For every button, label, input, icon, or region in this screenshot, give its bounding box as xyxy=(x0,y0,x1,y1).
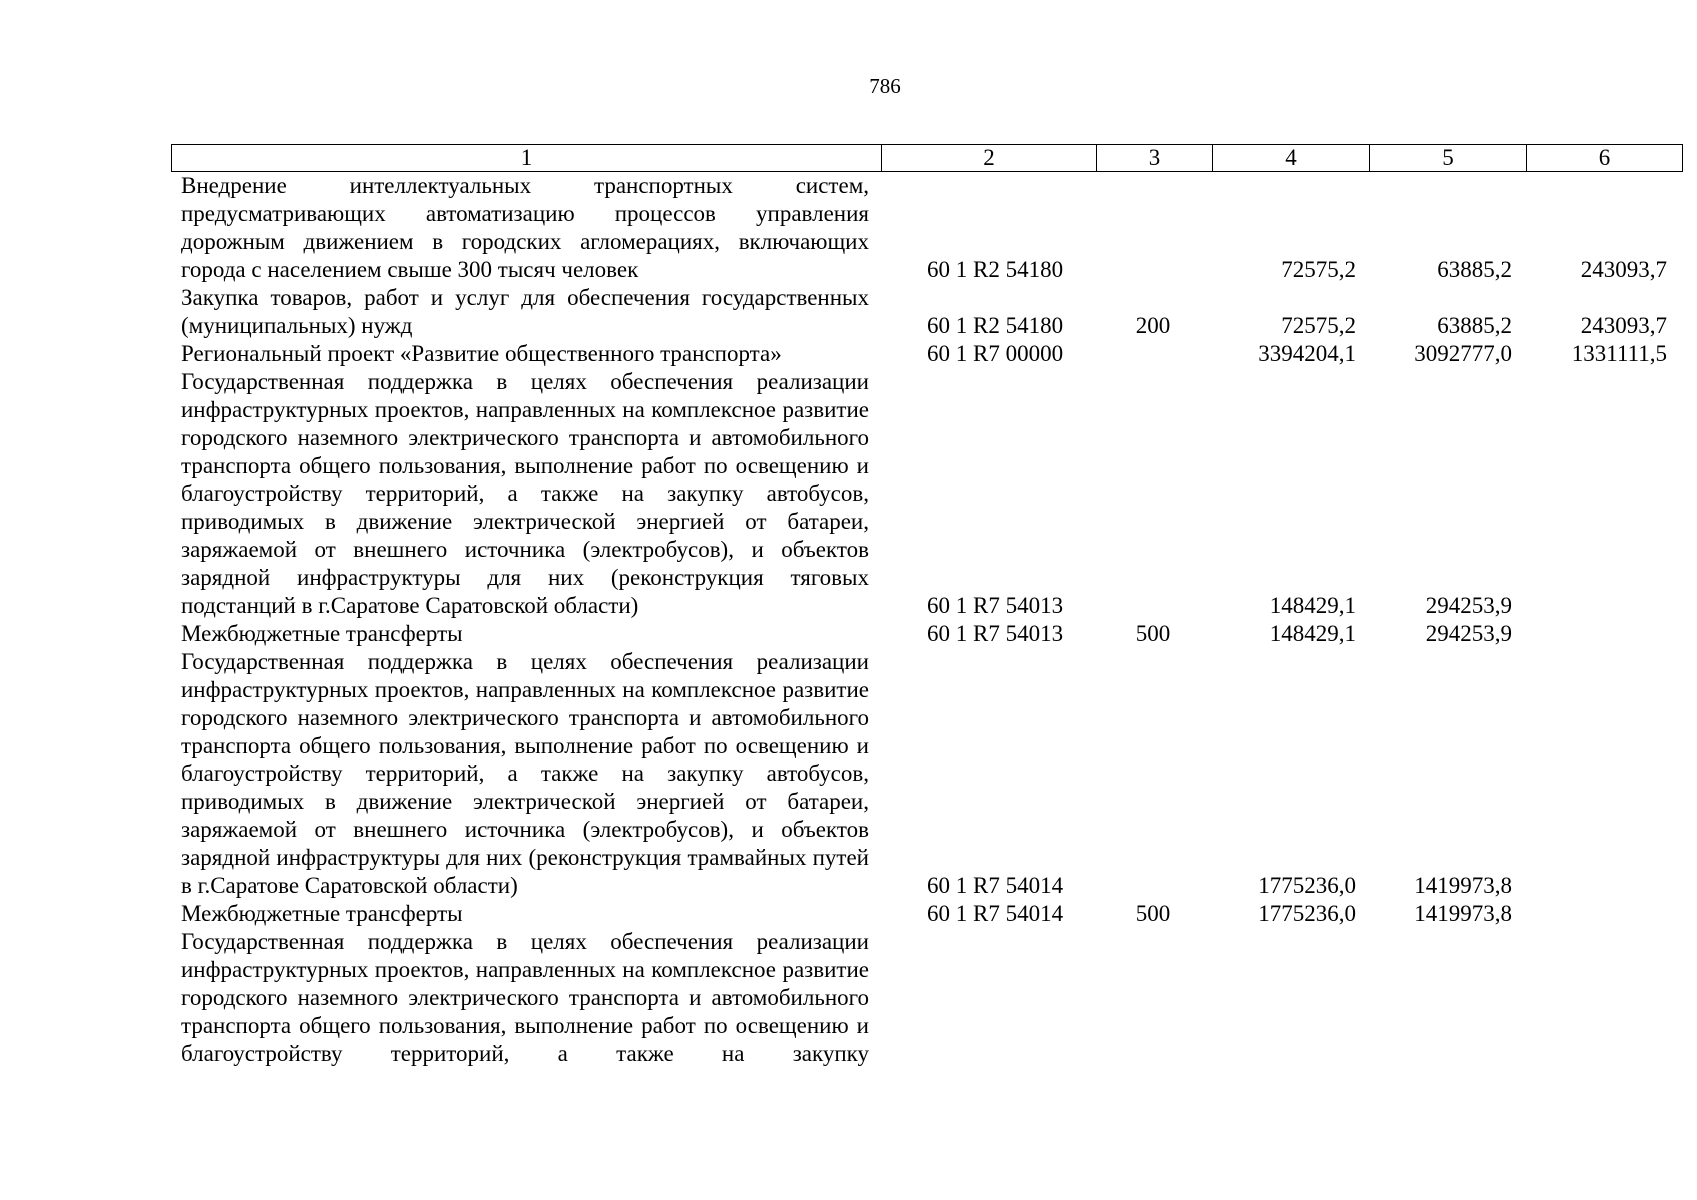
row-value-4: 1775236,0 xyxy=(1258,901,1356,926)
row-name: Региональный проект «Развитие общественного транспорта» xyxy=(181,341,782,366)
row-name: Закупка товаров, работ и услуг для обеспечения государственных (муниципальных) нужд xyxy=(181,285,869,338)
table-row xyxy=(171,620,1675,648)
row-name: Межбюджетные трансферты xyxy=(181,621,463,646)
table-row xyxy=(171,284,1675,340)
table-header xyxy=(171,144,1683,172)
table-row xyxy=(171,172,1675,284)
row-name: Государственная поддержка в целях обеспечения реализации инфраструктурных проектов, направленных на комплексное развитие городского наземного электрического транспорта и автомобильного транспорта общего пользования, выполнение работ по освещению и благоустройству территорий, а также на закупку xyxy=(181,929,869,1066)
table-row xyxy=(171,368,1675,620)
row-value-5: 3092777,0 xyxy=(1414,341,1512,366)
row-code: 60 1 R2 54180 xyxy=(927,313,1064,338)
row-value-6: 243093,7 xyxy=(1580,313,1667,338)
table-body xyxy=(171,172,1675,1068)
row-value-5: 1419973,8 xyxy=(1414,901,1512,926)
row-value-4: 72575,2 xyxy=(1281,313,1356,338)
row-code: 60 1 R7 00000 xyxy=(927,341,1064,366)
row-value-5: 63885,2 xyxy=(1437,257,1512,282)
row-value-4: 72575,2 xyxy=(1281,257,1356,282)
row-value-5: 294253,9 xyxy=(1425,593,1512,618)
row-code: 60 1 R7 54013 xyxy=(927,593,1064,618)
row-type: 500 xyxy=(1135,901,1171,926)
column-header-3: 3 xyxy=(1097,145,1213,172)
row-name: Межбюджетные трансферты xyxy=(181,901,463,926)
row-name: Государственная поддержка в целях обеспечения реализации инфраструктурных проектов, направленных на комплексное развитие городского наземного электрического транспорта и автомобильного транспорта общего пользования, выполнение работ по освещению и благоустройству территорий, а также на закупку автобусов, приводимых в движение электрической энергией от батареи, заряжаемой от внешнего источника (электробусов), и объектов зарядной инфраструктуры для них (реконструкция трамвайных путей в г.Саратове Саратовской области) xyxy=(181,649,869,898)
row-code: 60 1 R2 54180 xyxy=(927,257,1064,282)
row-value-5: 1419973,8 xyxy=(1414,873,1512,898)
column-header-5: 5 xyxy=(1370,145,1527,172)
row-type: 500 xyxy=(1135,621,1171,646)
table-row xyxy=(171,340,1675,368)
row-name: Внедрение интеллектуальных транспортных систем, предусматривающих автоматизацию процессов управления дорожным движением в городских агломерациях, включающих города с населением свыше 300 тысяч человек xyxy=(181,173,869,282)
column-header-1: 1 xyxy=(172,145,882,172)
table-row xyxy=(171,900,1675,928)
page-number: 786 xyxy=(869,74,901,98)
row-value-4: 1775236,0 xyxy=(1258,873,1356,898)
column-header-6: 6 xyxy=(1527,145,1683,172)
row-value-5: 294253,9 xyxy=(1425,621,1512,646)
row-value-6: 243093,7 xyxy=(1580,257,1667,282)
row-type: 200 xyxy=(1135,313,1171,338)
row-value-4: 3394204,1 xyxy=(1258,341,1356,366)
table-row xyxy=(171,928,1675,1068)
row-value-4: 148429,1 xyxy=(1269,593,1356,618)
row-value-5: 63885,2 xyxy=(1437,313,1512,338)
table-row xyxy=(171,648,1675,900)
column-header-2: 2 xyxy=(882,145,1097,172)
row-value-6: 1331111,5 xyxy=(1571,341,1667,366)
row-code: 60 1 R7 54014 xyxy=(927,901,1064,926)
row-value-4: 148429,1 xyxy=(1269,621,1356,646)
row-name: Государственная поддержка в целях обеспечения реализации инфраструктурных проектов, направленных на комплексное развитие городского наземного электрического транспорта и автомобильного транспорта общего пользования, выполнение работ по освещению и благоустройству территорий, а также на закупку автобусов, приводимых в движение электрической энергией от батареи, заряжаемой от внешнего источника (электробусов), и объектов зарядной инфраструктуры для них (реконструкция тяговых подстанций в г.Саратове Саратовской области) xyxy=(181,369,869,618)
row-code: 60 1 R7 54014 xyxy=(927,873,1064,898)
column-header-4: 4 xyxy=(1213,145,1370,172)
row-code: 60 1 R7 54013 xyxy=(927,621,1064,646)
